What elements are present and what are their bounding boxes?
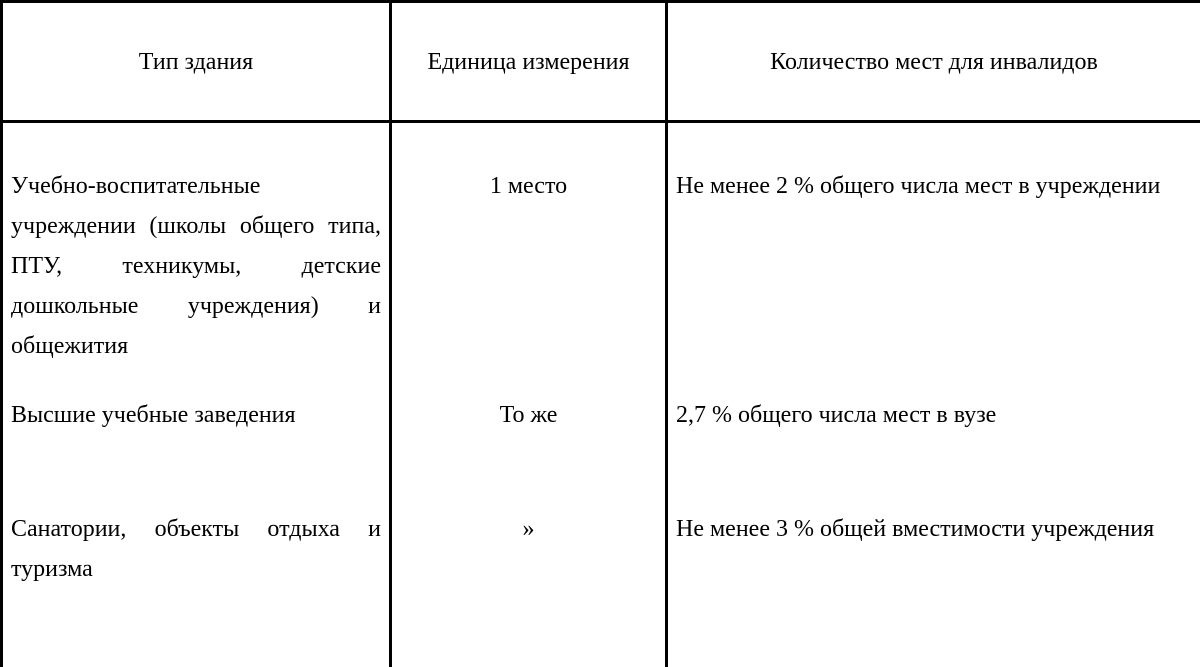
cell-places: Не менее 2 % общего числа мест в учреждении bbox=[667, 122, 1200, 377]
header-unit: Единица измерения bbox=[391, 2, 667, 122]
cell-unit: 1 место bbox=[391, 122, 667, 377]
header-places-for-disabled: Количество мест для инвалидов bbox=[667, 2, 1200, 122]
table-row bbox=[2, 122, 1200, 377]
cell-unit: То же bbox=[391, 377, 667, 491]
table-header-row bbox=[2, 2, 1200, 122]
table-row bbox=[2, 491, 1200, 667]
cell-building-type: Высшие учебные заведения bbox=[2, 377, 391, 491]
cell-places: Не менее 3 % общей вместимости учреждения bbox=[667, 491, 1200, 667]
cell-building-type: Санатории, объекты отдыха и туризма bbox=[2, 491, 391, 667]
table-row bbox=[2, 377, 1200, 491]
cell-unit: » bbox=[391, 491, 667, 667]
cell-building-type: Учебно-воспитательные учреждении (школы общего типа, ПТУ, техникумы, детские дошкольные учреждения) и общежития bbox=[2, 122, 391, 377]
cell-places: 2,7 % общего числа мест в вузе bbox=[667, 377, 1200, 491]
header-building-type: Тип здания bbox=[2, 2, 391, 122]
